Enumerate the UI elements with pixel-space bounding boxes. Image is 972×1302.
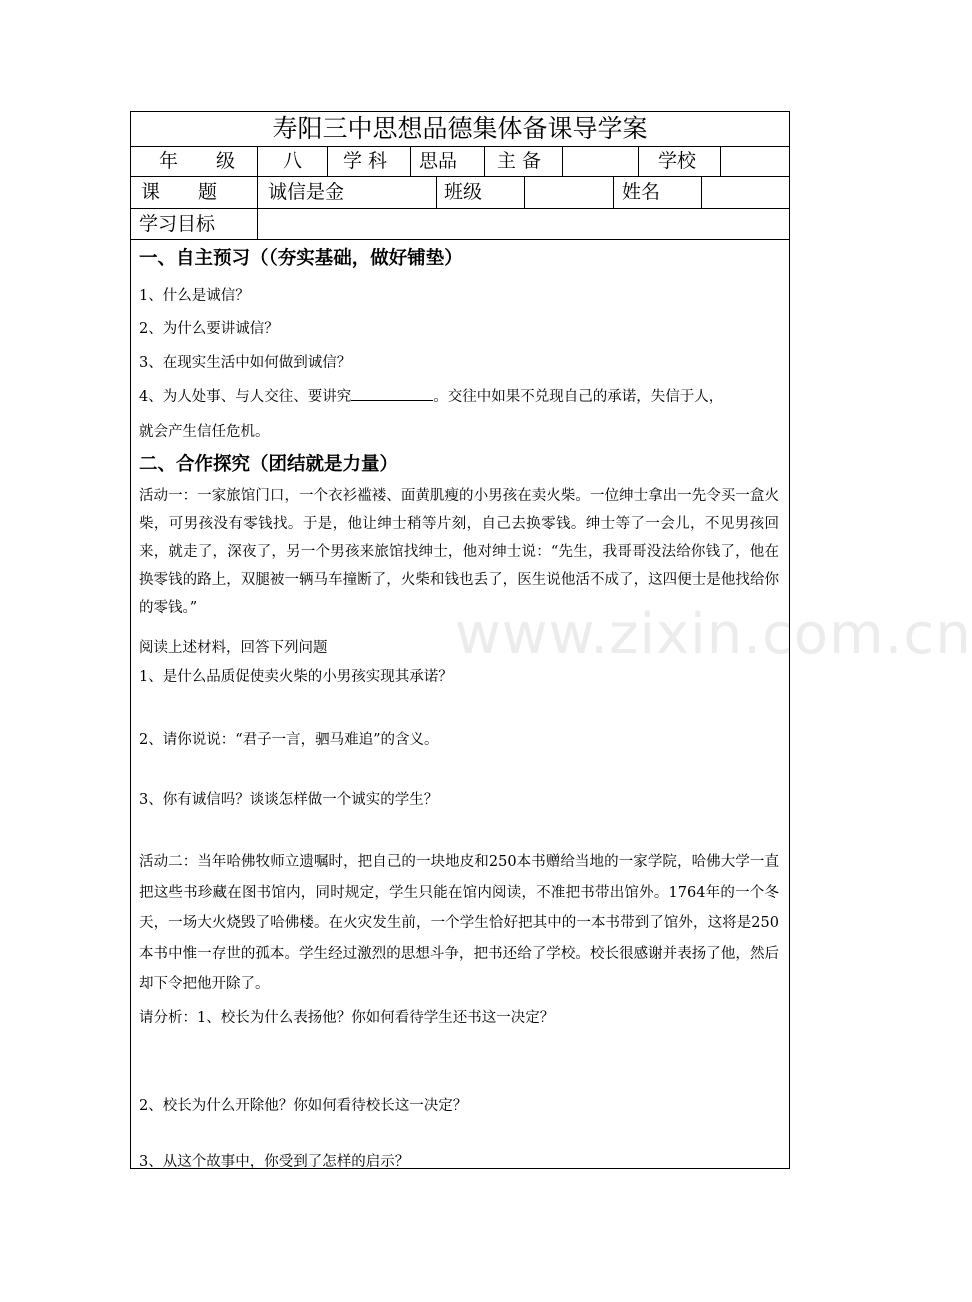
- preview-question-4-continued: 就会产生信任危机。: [139, 424, 270, 440]
- row-divider: [131, 239, 789, 240]
- question-4-text-start: 4、为人处事、与人交往、要讲究: [139, 389, 352, 405]
- col-divider: [257, 146, 258, 176]
- fill-in-blank[interactable]: [351, 385, 433, 401]
- school-label: 学校: [658, 150, 697, 172]
- activity-1-question-2: 2、请你说说：“君子一言，驷马难追”的含义。: [139, 732, 439, 748]
- preview-question-1: 1、什么是诚信？: [139, 288, 250, 304]
- document-title: 寿阳三中思想品德集体备课导学案: [272, 114, 648, 143]
- col-divider: [562, 146, 563, 176]
- col-divider: [327, 146, 328, 176]
- lead-label: 主 备: [497, 150, 542, 172]
- topic-label: 课 题: [141, 181, 218, 203]
- grade-label: 年 级: [159, 150, 236, 172]
- col-divider: [436, 176, 437, 208]
- subject-label: 学 科: [343, 150, 388, 172]
- name-label: 姓名: [622, 181, 661, 203]
- subject-value: 思品: [419, 150, 458, 172]
- watermark: www.zixin.com.cn: [455, 602, 972, 667]
- col-divider: [613, 176, 614, 208]
- activity-2-question-3: 3、从这个故事中，你受到了怎样的启示？: [139, 1154, 410, 1170]
- activity-2-text: 活动二：当年哈佛牧师立遗嘱时，把自己的一块地皮和250本书赠给当地的一家学院，哈佛大学一直把这些书珍藏在图书馆内，同时规定，学生只能在馆内阅读，不准把书带出馆外。1764年的一个冬天，一场大火烧毁了哈佛楼。在火灾发生前，一个学生恰好把其中的一本书带到了馆外，这将是250本书中惟一存世的孤本。学生经过激烈的思想斗争，把书还给了学校。校长很感谢并表扬了他，然后却下令把他开除了。: [139, 854, 779, 992]
- row-divider: [131, 208, 789, 209]
- topic-value: 诚信是金: [268, 181, 345, 203]
- preview-question-3: 3、在现实生活中如何做到诚信？: [139, 355, 352, 371]
- col-divider: [720, 146, 721, 176]
- col-divider: [410, 146, 411, 176]
- activity-2-question-1: 请分析：1、校长为什么表扬他？你如何看待学生还书这一决定？: [139, 1010, 555, 1026]
- section2-heading: 二、合作探究（团结就是力量）: [139, 454, 399, 475]
- col-divider: [484, 146, 485, 176]
- grade-value: 八: [283, 150, 303, 172]
- reading-prompt: 阅读上述材料，回答下列问题: [139, 640, 328, 656]
- preview-question-4: [139, 383, 723, 411]
- activity-2-question-2: 2、校长为什么开除他？你如何看待校长这一决定？: [139, 1098, 468, 1114]
- activity-1-question-1: 1、是什么品质促使卖火柴的小男孩实现其承诺？: [139, 669, 453, 685]
- col-divider: [701, 176, 702, 208]
- section1-heading: 一、自主预习（（夯实基础，做好铺垫）: [139, 248, 463, 269]
- preview-question-2: 2、为什么要讲诚信？: [139, 321, 279, 337]
- col-divider: [257, 208, 258, 239]
- question-4-text-end: 。交往中如果不兑现自己的承诺，失信于人，: [433, 389, 724, 405]
- col-divider: [524, 176, 525, 208]
- col-divider: [638, 146, 639, 176]
- class-label: 班级: [444, 181, 483, 203]
- col-divider: [257, 176, 258, 208]
- goal-label: 学习目标: [139, 213, 216, 235]
- activity-1-question-3: 3、你有诚信吗？谈谈怎样做一个诚实的学生？: [139, 792, 439, 808]
- activity-1-text: 活动一：一家旅馆门口，一个衣衫褴褛、面黄肌瘦的小男孩在卖火柴。一位绅士拿出一先令买一盒火柴，可男孩没有零钱找。于是，他让绅士稍等片刻，自己去换零钱。绅士等了一会儿，不见男孩回来，就走了，深夜了，另一个男孩来旅馆找绅士，他对绅士说：“先生，我哥哥没法给你钱了，他在换零钱的路上，双腿被一辆马车撞断了，火柴和钱也丢了，医生说他活不成了，这四便士是他找给你的零钱。”: [139, 488, 779, 616]
